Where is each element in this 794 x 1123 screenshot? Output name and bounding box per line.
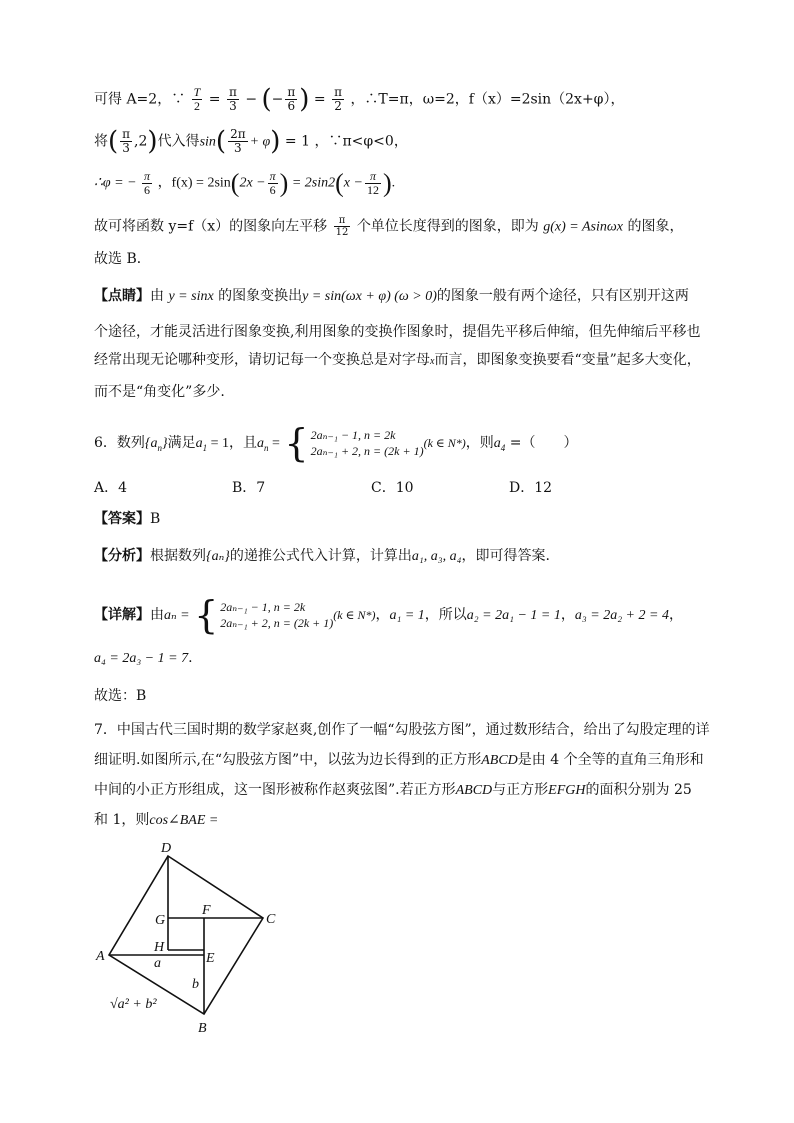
choice-c: C．10	[371, 480, 414, 496]
text: =（ ）	[505, 435, 578, 451]
text: 中间的小正方形组成，这一图形被称作赵爽弦图”.若正方形	[94, 782, 456, 798]
case-2: 2aₙ₋₁ + 2, n = (2k + 1)	[310, 444, 424, 458]
text: 的图象变换出	[218, 288, 303, 304]
key-point-tag: 【点睛】	[94, 288, 150, 304]
text: ∴φ = −	[94, 175, 137, 191]
key-point-line-4: 而不是“角变化”多少.	[94, 384, 225, 400]
answer-line	[94, 509, 160, 529]
text: 2x −	[239, 175, 266, 191]
text: ，	[375, 607, 390, 623]
text: ，	[560, 607, 575, 623]
text: y = sin(ωx + φ) (ω > 0)	[302, 289, 437, 304]
solution-line-4	[94, 215, 683, 238]
text: 的图象一般有两个途径，只有区别开这两	[436, 288, 689, 304]
label-h: H	[154, 940, 165, 955]
fraction: $\frac{\pi}{6}$	[287, 85, 296, 113]
text: −	[245, 91, 258, 108]
text: sin	[199, 134, 216, 150]
text: 的递推公式代入计算，计算出	[229, 548, 412, 564]
text: −	[271, 91, 284, 108]
text: = 2sin2	[291, 175, 336, 191]
case-1: 2aₙ₋₁ − 1, n = 2k	[310, 428, 396, 442]
choice-d: D．12	[509, 480, 553, 496]
text: 将	[94, 133, 108, 150]
zhao-shuang-diagram	[92, 838, 312, 1038]
choice-b: B．7	[232, 480, 266, 496]
fraction: $\frac{\pi}{6}$	[269, 169, 276, 197]
detail-tag: 【详解】	[94, 607, 150, 623]
text: cos∠BAE =	[149, 813, 219, 828]
key-point-line-2: 个途径，才能灵活进行图象变换,利用图象的变换作图象时，提倡先平移后伸缩，但先伸缩后平移也	[94, 324, 701, 340]
key-point-line-1	[94, 286, 689, 307]
text: 由	[150, 288, 164, 304]
question-7-line-4	[94, 810, 218, 831]
text: 满足	[167, 435, 196, 451]
solution-conclusion: 故选 B．	[94, 251, 151, 267]
text: ，f(x) = 2sin	[157, 175, 231, 191]
detail-conclusion: 故选：B	[94, 688, 147, 704]
answer-tag: 【答案】	[94, 511, 150, 527]
text: 4	[500, 442, 506, 453]
text: {a	[144, 436, 158, 451]
text: ，即可得答案.	[461, 548, 550, 564]
text: ,2	[134, 133, 148, 150]
fraction: $\frac{\pi}{12}$	[335, 215, 349, 238]
text: x	[430, 356, 435, 367]
text: a	[195, 436, 203, 451]
text: 可得 A=2，∵	[94, 91, 186, 108]
text: (k ∈ N*)	[333, 608, 376, 622]
text: 的面积分别为 25	[585, 782, 692, 798]
text: 和 1，则	[94, 812, 150, 828]
text: 故可将函数 y=f（x）的图象向左平移	[94, 218, 328, 235]
text: 细证明.如图所示,在“勾股弦方图”中，以弦为边长得到的正方形	[94, 752, 482, 768]
fraction: $\frac{\pi}{2}$	[334, 85, 342, 113]
label-c: C	[266, 912, 276, 927]
question-6-stem	[94, 421, 578, 465]
text: .	[391, 175, 396, 191]
text: n	[264, 442, 269, 453]
question-7-line-2	[94, 750, 704, 771]
question-number: 6．数列	[94, 435, 145, 451]
text: .	[188, 650, 193, 666]
text: 1	[202, 442, 208, 453]
hypotenuse-label: √a² + b²	[110, 997, 157, 1012]
text: EFGH	[548, 783, 586, 798]
text: = 1	[207, 436, 230, 451]
text: ，∵π<φ<0，	[314, 133, 408, 150]
text: n	[157, 442, 163, 453]
case-2: 2aₙ₋₁ + 2, n = (2k + 1)	[220, 616, 334, 630]
analysis-tag: 【分析】	[94, 548, 150, 564]
fraction: $\frac{T}{2}$	[193, 85, 201, 113]
text: 由	[150, 607, 164, 623]
fraction: $\frac{\pi}{12}$	[366, 169, 379, 197]
question-7-line-1: 7．中国古代三国时期的数学家赵爽,创作了一幅“勾股弦方图”，通过数形结合，给出了勾股定理的详	[94, 722, 710, 738]
fraction: $\frac{\pi}{3}$	[122, 127, 131, 155]
solution-line-3: ∴φ = − $\frac{\pi}{6}$ ，f(x) = 2sin(2x − $\frac{\pi}{6}$ ) = 2sin2(x − $\frac{\pi}{12}$ ).	[94, 168, 396, 198]
case-1: 2aₙ₋₁ − 1, n = 2k	[220, 600, 306, 614]
text: = 1	[284, 133, 310, 150]
text: a	[257, 436, 265, 451]
text: ABCD	[455, 783, 493, 798]
text: y = sinx	[168, 289, 214, 304]
text: 与正方形	[492, 782, 549, 798]
text: 根据数列	[150, 548, 206, 564]
fraction: $\frac{\pi}{3}$	[228, 85, 237, 113]
detail-line-2	[94, 648, 193, 669]
text: aₙ =	[164, 608, 190, 623]
choice-a: A．4	[94, 480, 128, 496]
text: 个单位长度得到的图象，即为	[356, 218, 539, 235]
text: x −	[343, 175, 363, 191]
text: g(x) = Asinωx	[543, 219, 623, 235]
text: a₁ = 1	[389, 608, 425, 623]
detail-line-1	[94, 593, 683, 637]
solution-line-2: 将( $\frac{\pi}{3}$ ,2)代入得sin( $\frac{2\pi}{3}$ + φ) = 1 ，∵π<φ<0，	[94, 126, 408, 157]
key-point-line-3	[94, 350, 701, 372]
text: ABCD	[481, 753, 518, 768]
solution-line-1: 可得 A=2，∵ $\frac{T}{2}$ = $\frac{\pi}{3}$ − (− $\frac{\pi}{6}$ ) = $\frac{\pi}{2}$ ，∴T=π，ω=2，f（x）=2sin（2x+φ），	[94, 84, 625, 115]
text: a₄ = 2a₃ − 1 = 7	[94, 651, 189, 666]
text: 经常出现无论哪种变形，请切记每一个变换总是对字母	[94, 352, 430, 368]
label-g: G	[155, 913, 166, 928]
label-b-lower: b	[192, 977, 199, 992]
question-7-line-3	[94, 780, 692, 801]
label-e: E	[206, 951, 215, 966]
text: ，∴T=π，ω=2，f（x）=2sin（2x+φ），	[350, 91, 625, 108]
piecewise: { 2aₙ₋₁ − 1, n = 2k 2aₙ₋₁ + 2, n = (2k + 1)	[194, 593, 334, 637]
text: 而言，即图象变换要看“变量”起多大变化，	[434, 352, 701, 368]
label-d: D	[161, 841, 172, 856]
answer-value: B	[150, 511, 161, 527]
text: {aₙ}	[206, 549, 230, 564]
text: a₂ = 2a₁ − 1 = 1	[466, 608, 561, 623]
text: =	[313, 91, 326, 108]
text: ，且	[229, 435, 258, 451]
fraction: $\frac{2\pi}{3}$	[230, 127, 246, 155]
text: =	[208, 91, 221, 108]
text: }	[162, 436, 168, 451]
analysis-line	[94, 546, 550, 567]
text: 是由 4 个全等的直角三角形和	[517, 752, 704, 768]
text: a	[493, 436, 501, 451]
text: (k ∈ N*)	[423, 436, 466, 450]
text: 代入得	[157, 133, 200, 150]
text: a₁, a₃, a₄	[411, 549, 462, 564]
text: ，	[668, 607, 683, 623]
text: a₃ = 2a₂ + 2 = 4	[574, 608, 669, 623]
text: ，所以	[424, 607, 467, 623]
outer-square-abcd	[109, 856, 263, 1014]
text: ，则	[465, 435, 494, 451]
text: + φ	[249, 134, 271, 150]
piecewise: { 2aₙ₋₁ − 1, n = 2k 2aₙ₋₁ + 2, n = (2k + 1)	[284, 421, 424, 465]
label-f: F	[202, 903, 211, 918]
label-a-lower: a	[154, 956, 161, 971]
text: =	[268, 436, 280, 451]
fraction: $\frac{\pi}{6}$	[144, 169, 151, 197]
label-b: B	[198, 1021, 207, 1036]
label-a: A	[96, 949, 105, 964]
text: 的图象，	[627, 218, 684, 235]
